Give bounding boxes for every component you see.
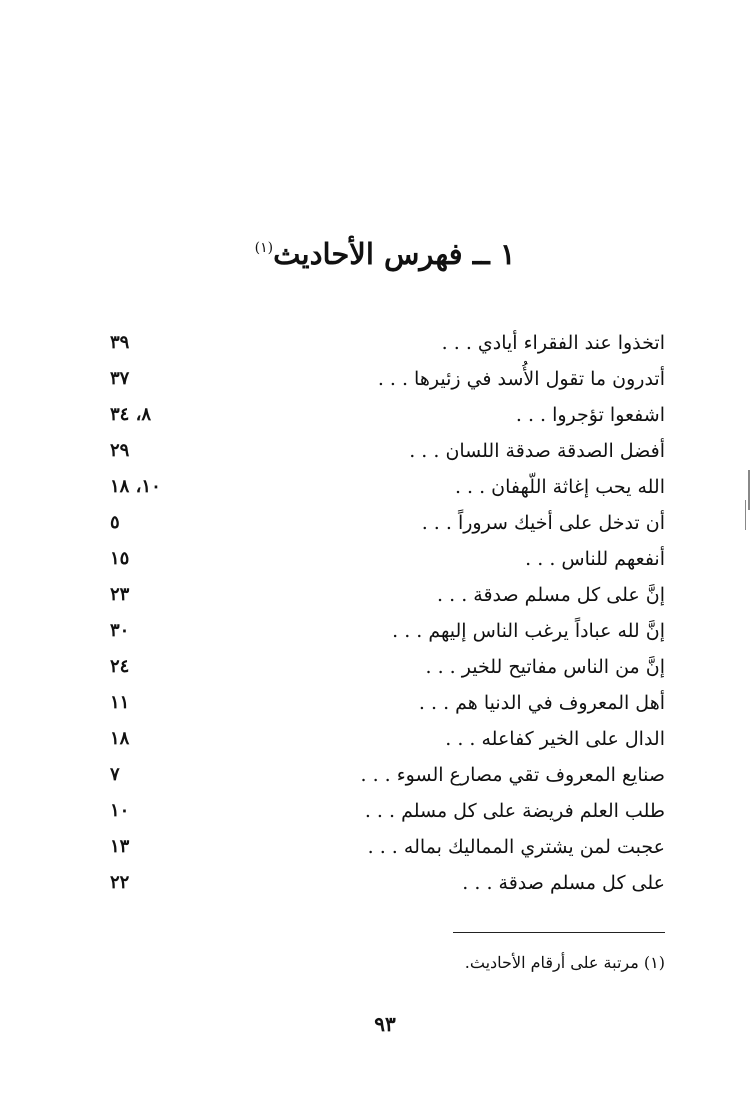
entry-text: إنَّ من الناس مفاتيح للخير . . .	[425, 656, 665, 678]
index-entry	[110, 649, 665, 685]
hadith-index-list	[110, 325, 665, 901]
index-entry	[110, 793, 665, 829]
page-number: ٩٣	[374, 1012, 396, 1036]
entry-page-numbers: ١١	[110, 692, 130, 713]
index-entry	[110, 325, 665, 361]
entry-page-numbers: ٢٩	[110, 440, 130, 461]
index-entry	[110, 505, 665, 541]
footnote	[465, 950, 665, 976]
index-entry	[110, 613, 665, 649]
entry-text: صنايع المعروف تقي مصارع السوء . . .	[360, 764, 665, 786]
entry-text: عجبت لمن يشتري المماليك بماله . . .	[367, 836, 665, 858]
entry-text: اشفعوا تؤجروا . . .	[515, 404, 665, 426]
index-entry	[110, 361, 665, 397]
index-entry	[110, 721, 665, 757]
entry-page-numbers: ١٥	[110, 548, 130, 569]
index-entry	[110, 757, 665, 793]
scan-edge-mark	[745, 500, 746, 530]
entry-page-numbers: ٧	[110, 764, 120, 785]
index-entry	[110, 829, 665, 865]
index-title	[0, 228, 750, 274]
title-footnote-ref: (١)	[254, 240, 274, 256]
entry-text: أفضل الصدقة صدقة اللسان . . .	[409, 440, 665, 462]
entry-page-numbers: ٣٧	[110, 368, 130, 389]
index-title-text: ١ ــ فهرس الأحاديث	[273, 237, 516, 271]
index-entry	[110, 397, 665, 433]
entry-text: على كل مسلم صدقة . . .	[462, 872, 665, 894]
entry-text: طلب العلم فريضة على كل مسلم . . .	[364, 800, 665, 822]
footnote-text: مرتبة على أرقام الأحاديث.	[464, 953, 639, 972]
entry-page-numbers: ١٨	[110, 728, 130, 749]
entry-page-numbers: ٢٢	[110, 872, 130, 893]
entry-text: أن تدخل على أخيك سروراً . . .	[421, 512, 665, 534]
index-entry	[110, 577, 665, 613]
entry-page-numbers: ٢٤	[110, 656, 130, 677]
entry-text: إنَّ على كل مسلم صدقة . . .	[437, 584, 665, 606]
entry-text: اتخذوا عند الفقراء أيادي . . .	[441, 332, 665, 354]
entry-page-numbers: ٣٠	[110, 620, 130, 641]
entry-page-numbers: ٣٩	[110, 332, 130, 353]
index-entry	[110, 685, 665, 721]
entry-text: الله يحب إغاثة اللّهفان . . .	[454, 476, 665, 498]
entry-text: أنفعهم للناس . . .	[525, 548, 665, 570]
entry-text: الدال على الخير كفاعله . . .	[445, 728, 665, 750]
entry-text: أتدرون ما تقول الأُسد في زئيرها . . .	[377, 368, 665, 390]
entry-page-numbers: ١٠	[110, 800, 130, 821]
entry-text: أهل المعروف في الدنيا هم . . .	[418, 692, 665, 714]
footnote-marker: (١)	[643, 953, 665, 972]
index-entry	[110, 541, 665, 577]
entry-page-numbers: ٥	[110, 512, 120, 533]
entry-page-numbers: ١٣	[110, 836, 130, 857]
index-entry	[110, 469, 665, 505]
entry-page-numbers: ١٠، ١٨	[110, 476, 161, 497]
index-entry	[110, 865, 665, 901]
entry-text: إنَّ لله عباداً يرغب الناس إليهم . . .	[392, 620, 665, 642]
entry-page-numbers: ٨، ٣٤	[110, 404, 152, 425]
footnote-divider	[453, 932, 665, 933]
index-entry	[110, 433, 665, 469]
entry-page-numbers: ٢٣	[110, 584, 130, 605]
